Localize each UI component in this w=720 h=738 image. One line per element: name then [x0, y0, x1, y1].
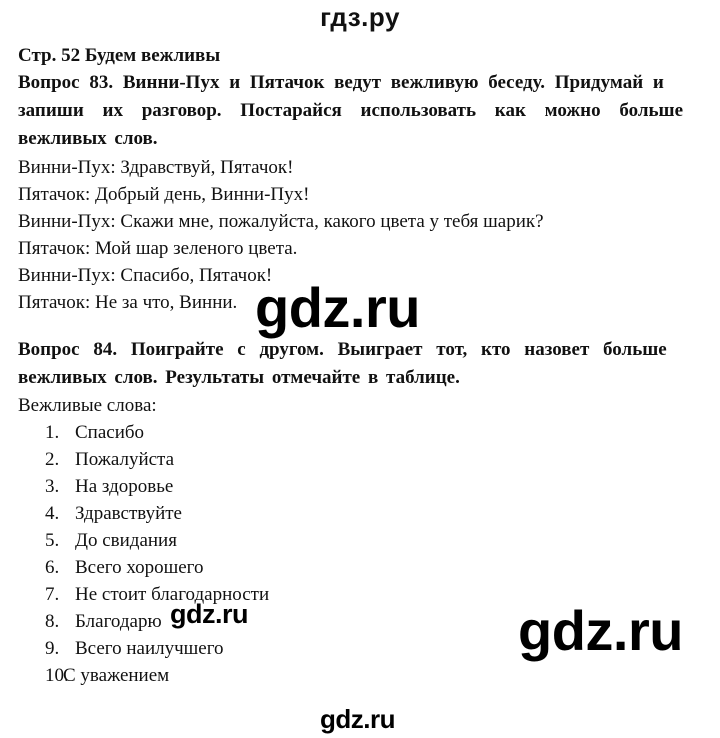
question-84-line-1: Вопрос 84. Поиграйте с другом. Выиграет тот, кто назовет больше [18, 339, 667, 360]
list-item-number: 1. [45, 422, 60, 443]
list-item-text: До свидания [75, 530, 177, 551]
list-item [18, 662, 700, 689]
list-item-number: 8. [45, 611, 60, 632]
watermark: gdz.ru [518, 599, 683, 662]
list-item-number: 7. [45, 584, 60, 605]
list-item [18, 446, 700, 473]
list-item-number: 4. [45, 503, 60, 524]
list-item-text: Здравствуйте [75, 503, 182, 524]
dialogue-line: Пятачок: Добрый день, Винни-Пух! [18, 184, 310, 205]
dialogue-line: Винни-Пух: Спасибо, Пятачок! [18, 265, 273, 286]
watermark: gdz.ru [170, 599, 248, 629]
list-item-text: Не стоит благодарности [75, 584, 270, 605]
question-84-title [18, 336, 700, 392]
polite-words-label: Вежливые слова: [18, 395, 157, 416]
page-heading: Стр. 52 Будем вежливы [18, 45, 221, 66]
question-83-line-3: вежливых слов. [18, 128, 158, 149]
site-title: гдз.ру [320, 2, 400, 32]
watermark: gdz.ru [255, 276, 420, 339]
list-item [18, 527, 700, 554]
list-item-number: 5. [45, 530, 60, 551]
list-item-text: С уважением [63, 665, 170, 686]
list-item-text: Спасибо [75, 422, 145, 443]
dialogue-line: Пятачок: Не за что, Винни. [18, 292, 238, 313]
list-item-text: Благодарю [75, 611, 162, 632]
watermark: gdz.ru [320, 704, 395, 734]
question-83-title [18, 69, 700, 153]
question-83-section [18, 40, 700, 316]
list-item-text: Всего хорошего [75, 557, 204, 578]
list-item [18, 554, 700, 581]
dialogue-line: Винни-Пух: Скажи мне, пожалуйста, какого цвета у тебя шарик? [18, 211, 544, 232]
question-83-line-2: запиши их разговор. Постарайся использовать как можно больше [18, 100, 684, 121]
list-item [18, 419, 700, 446]
question-83-line-1: Вопрос 83. Винни-Пух и Пятачок ведут вежливую беседу. Придумай и [18, 72, 664, 93]
list-item-number: 10. [45, 665, 69, 686]
list-item-number: 3. [45, 476, 60, 497]
list-item-number: 6. [45, 557, 60, 578]
list-item-number: 2. [45, 449, 60, 470]
list-item-text: На здоровье [75, 476, 174, 497]
list-item-text: Пожалуйста [75, 449, 175, 470]
list-item [18, 473, 700, 500]
dialogue-line: Пятачок: Мой шар зеленого цвета. [18, 238, 298, 259]
question-84-line-2: вежливых слов. Результаты отмечайте в таблице. [18, 367, 460, 388]
dialogue-line: Винни-Пух: Здравствуй, Пятачок! [18, 157, 294, 178]
list-item-text: Всего наилучшего [75, 638, 224, 659]
list-item [18, 500, 700, 527]
list-item-number: 9. [45, 638, 60, 659]
